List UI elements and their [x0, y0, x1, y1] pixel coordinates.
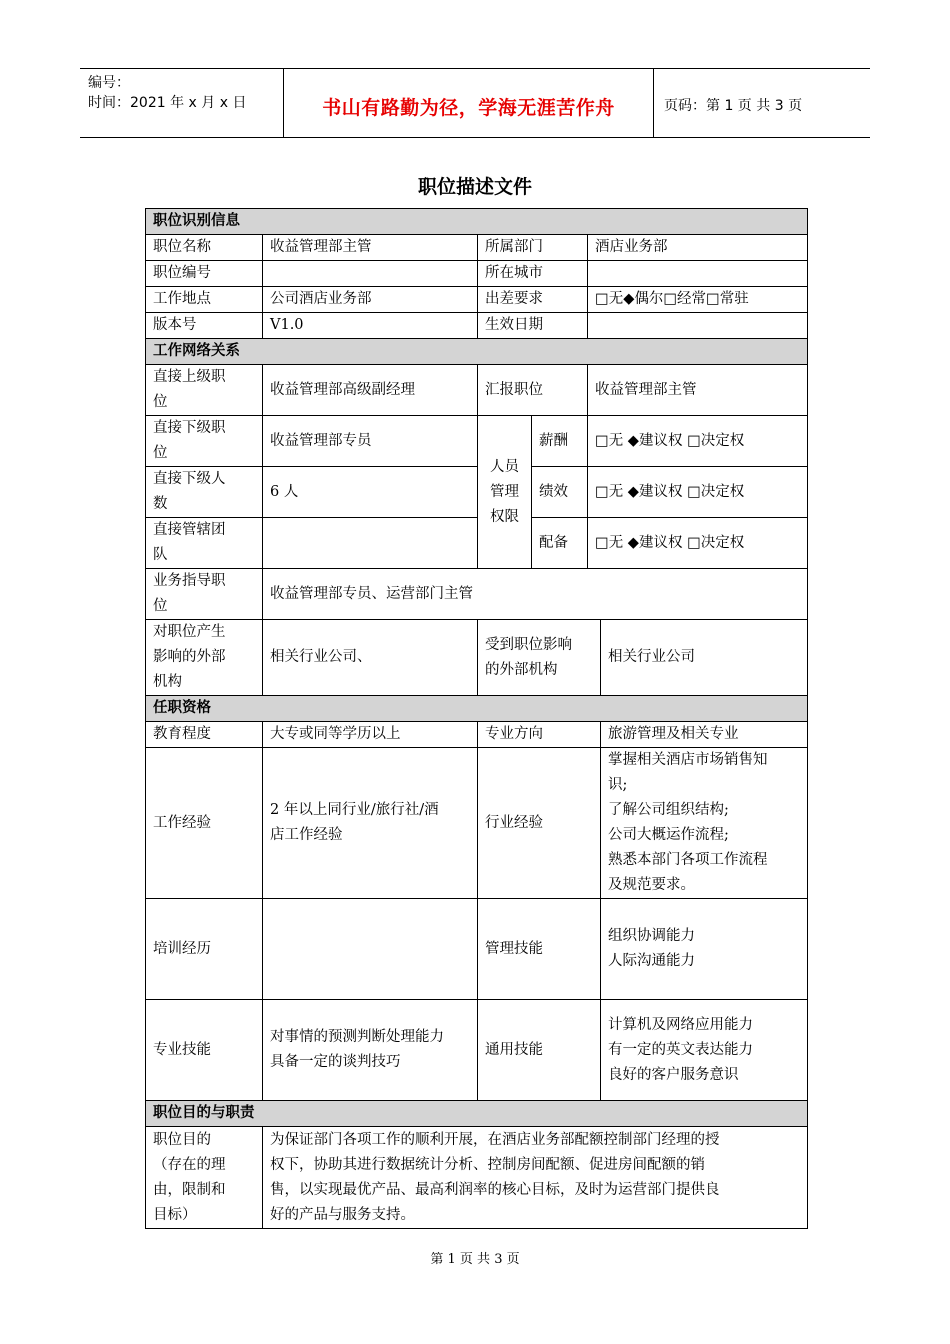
page-header	[80, 68, 870, 138]
value-city	[588, 261, 808, 287]
value-report: 收益管理部主管	[588, 365, 808, 416]
label-staffing: 配备	[532, 518, 588, 569]
label-authority: 人员 管理 权限	[478, 416, 532, 569]
header-number: 编号：	[88, 75, 130, 91]
value-education: 大专或同等学历以上	[263, 722, 478, 748]
label-effective-date: 生效日期	[478, 313, 588, 339]
header-motto: 书山有路勤为径，学海无涯苦作舟	[322, 97, 615, 119]
label-purpose: 职位目的 （存在的理 由，限制和 目标）	[146, 1127, 263, 1229]
label-report: 汇报职位	[478, 365, 588, 416]
section-purpose: 职位目的与职责	[146, 1101, 808, 1127]
label-general-skill: 通用技能	[478, 1000, 601, 1101]
label-team: 直接管辖团 队	[146, 518, 263, 569]
section-qualification: 任职资格	[146, 696, 808, 722]
label-department: 所属部门	[478, 235, 588, 261]
label-pro-skill: 专业技能	[146, 1000, 263, 1101]
value-general-skill: 计算机及网络应用能力 有一定的英文表达能力 良好的客户服务意识	[601, 1000, 808, 1101]
label-experience: 工作经验	[146, 748, 263, 899]
label-education: 教育程度	[146, 722, 263, 748]
value-sub-count: 6 人	[263, 467, 478, 518]
value-effective-date	[588, 313, 808, 339]
value-department: 酒店业务部	[588, 235, 808, 261]
value-industry: 掌握相关酒店市场销售知 识; 了解公司组织结构; 公司大概运作流程; 熟悉本部门各项工作流程 及规范要求。	[601, 748, 808, 899]
label-affected: 受到职位影响 的外部机构	[478, 620, 601, 696]
value-external: 相关行业公司、	[263, 620, 478, 696]
label-position-code: 职位编号	[146, 261, 263, 287]
value-purpose: 为保证部门各项工作的顺利开展，在酒店业务部配额控制部门经理的授 权下，协助其进行数据统计分析、控制房间配额、促进房间配额的销 售，以实现最优产品、最高利润率的核心目标，及时为运营部门提供良 好的产品与服务支持。	[263, 1127, 808, 1229]
document-title: 职位描述文件	[417, 176, 532, 198]
label-major: 专业方向	[478, 722, 601, 748]
value-version: V1.0	[263, 313, 478, 339]
label-position-name: 职位名称	[146, 235, 263, 261]
label-performance: 绩效	[532, 467, 588, 518]
value-team	[263, 518, 478, 569]
label-training: 培训经历	[146, 899, 263, 1000]
value-staffing: □无 ◆建议权 □决定权	[588, 518, 808, 569]
label-sub-count: 直接下级人 数	[146, 467, 263, 518]
section-network: 工作网络关系	[146, 339, 808, 365]
label-version: 版本号	[146, 313, 263, 339]
value-pro-skill: 对事情的预测判断处理能力 具备一定的谈判技巧	[263, 1000, 478, 1101]
value-mgmt-skill: 组织协调能力 人际沟通能力	[601, 899, 808, 1000]
label-subordinate: 直接下级职 位	[146, 416, 263, 467]
value-travel: □无◆偶尔□经常□常驻	[588, 287, 808, 313]
header-divider	[653, 69, 654, 137]
value-location: 公司酒店业务部	[263, 287, 478, 313]
label-mgmt-skill: 管理技能	[478, 899, 601, 1000]
value-subordinate: 收益管理部专员	[263, 416, 478, 467]
label-city: 所在城市	[478, 261, 588, 287]
value-salary: □无 ◆建议权 □决定权	[588, 416, 808, 467]
page-footer: 第 1 页 共 3 页	[430, 1252, 520, 1267]
value-position-code	[263, 261, 478, 287]
value-position-name: 收益管理部主管	[263, 235, 478, 261]
label-external: 对职位产生 影响的外部 机构	[146, 620, 263, 696]
value-major: 旅游管理及相关专业	[601, 722, 808, 748]
value-training	[263, 899, 478, 1000]
header-page-info: 页码：第 1 页 共 3 页	[664, 98, 803, 114]
header-meta	[88, 73, 246, 113]
section-identity: 职位识别信息	[146, 209, 808, 235]
value-guidance: 收益管理部专员、运营部门主管	[263, 569, 808, 620]
header-date: 时间：2021 年 x 月 x 日	[88, 95, 247, 111]
label-location: 工作地点	[146, 287, 263, 313]
job-description-table	[145, 208, 808, 1229]
label-industry: 行业经验	[478, 748, 601, 899]
label-guidance: 业务指导职 位	[146, 569, 263, 620]
value-superior: 收益管理部高级副经理	[263, 365, 478, 416]
label-superior: 直接上级职 位	[146, 365, 263, 416]
value-performance: □无 ◆建议权 □决定权	[588, 467, 808, 518]
label-salary: 薪酬	[532, 416, 588, 467]
value-affected: 相关行业公司	[601, 620, 808, 696]
value-experience: 2 年以上同行业/旅行社/酒 店工作经验	[263, 748, 478, 899]
label-travel: 出差要求	[478, 287, 588, 313]
